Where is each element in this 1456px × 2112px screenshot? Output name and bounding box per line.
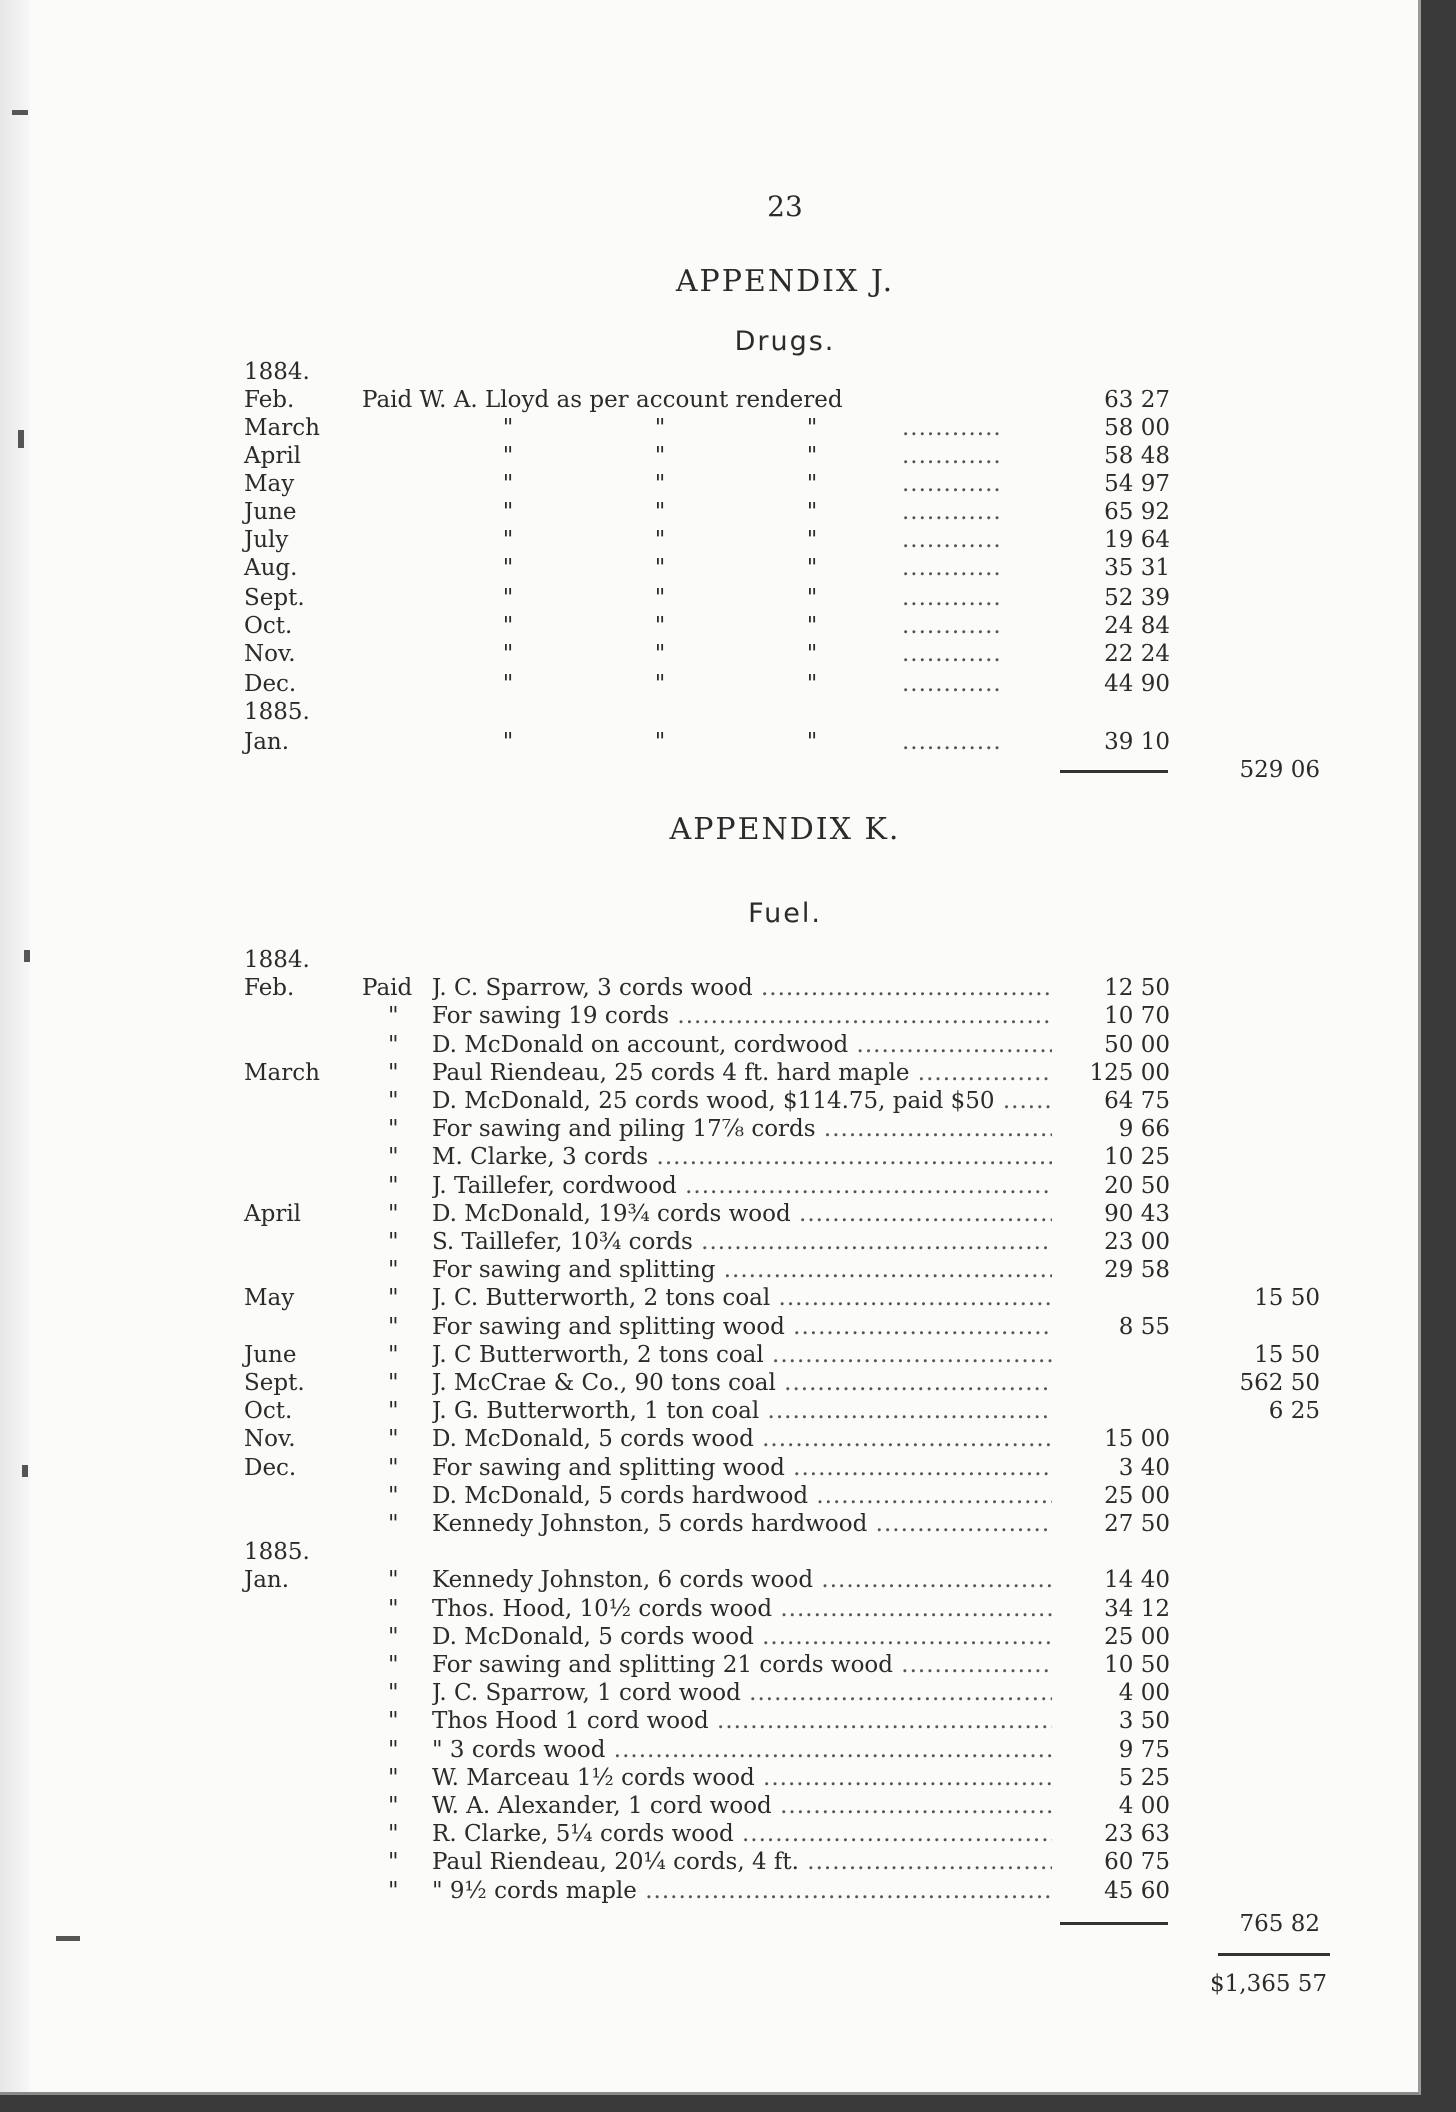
fuel-row — [0, 1482, 1418, 1510]
leader-dots: ............ — [902, 499, 1002, 525]
entry-amount: 44 90 — [1104, 671, 1170, 697]
leader-dots: ............ — [902, 471, 1002, 497]
entry-amount: 9 66 — [1118, 1116, 1170, 1143]
fuel-row — [0, 1764, 1418, 1792]
entry-description: J. C. Butterworth, 2 tons coal ..... — [432, 1284, 1052, 1312]
month-label: March — [244, 415, 320, 441]
year-label: 1884. — [244, 359, 310, 385]
fuel-row — [0, 1848, 1418, 1876]
month-label: April — [244, 1200, 302, 1227]
entry-description: M. Clarke, 3 cords ..... — [432, 1143, 1052, 1171]
paid-label: " — [388, 1116, 399, 1143]
entry-description: D. McDonald, 25 cords wood, $114.75, paid $50 ..... — [432, 1087, 1052, 1115]
entry-amount: 12 50 — [1104, 975, 1170, 1002]
ditto-mark: " — [502, 671, 514, 697]
fuel-row — [0, 1707, 1418, 1735]
paid-label: " — [388, 1341, 399, 1368]
fuel-row — [0, 1256, 1418, 1284]
month-label: May — [244, 471, 295, 497]
entry-amount: 64 75 — [1104, 1088, 1170, 1114]
paid-label: " — [388, 1088, 399, 1114]
ditto-mark: " — [806, 471, 818, 497]
entry-description: D. McDonald, 19¾ cords wood ..... — [432, 1200, 1052, 1228]
appendix-k-title: APPENDIX K. — [669, 812, 901, 847]
paid-label: " — [388, 1370, 399, 1396]
fuel-row — [0, 1595, 1418, 1623]
entry-description: S. Taillefer, 10¾ cords ..... — [432, 1228, 1052, 1256]
ditto-mark: " — [654, 527, 666, 553]
entry-amount: 39 10 — [1104, 729, 1170, 755]
entry-total: 15 50 — [1254, 1341, 1320, 1368]
paid-label: Paid — [362, 975, 413, 1002]
month-label: June — [244, 499, 297, 525]
fuel-row — [0, 974, 1418, 1002]
leader-dots: ............ — [902, 613, 1002, 639]
fuel-row — [0, 1792, 1418, 1820]
entry-total: 562 50 — [1239, 1370, 1320, 1396]
drugs-row — [0, 442, 1418, 470]
entry-amount: 10 25 — [1104, 1144, 1170, 1171]
ditto-mark: " — [806, 443, 818, 469]
paid-label: " — [388, 1172, 399, 1199]
paid-label: " — [388, 1426, 399, 1453]
paid-label: " — [388, 1229, 399, 1255]
entry-description: W. A. Alexander, 1 cord wood ..... — [432, 1792, 1052, 1820]
month-label: Feb. — [244, 975, 295, 1002]
entry-description: Paul Riendeau, 20¼ cords, 4 ft. ..... — [432, 1848, 1052, 1876]
fuel-row — [0, 1679, 1418, 1707]
ditto-mark: " — [654, 471, 666, 497]
drugs-row — [0, 728, 1418, 756]
entry-amount: 10 50 — [1104, 1652, 1170, 1678]
fuel-row — [0, 1820, 1418, 1848]
drugs-row — [0, 670, 1418, 698]
drugs-row — [0, 584, 1418, 612]
leader-dots: ............ — [902, 527, 1002, 553]
entry-amount: 19 64 — [1104, 527, 1170, 553]
fuel-row — [0, 1002, 1418, 1030]
entry-amount: 54 97 — [1104, 471, 1170, 497]
fuel-row — [0, 1425, 1418, 1453]
entry-amount: 34 12 — [1104, 1595, 1170, 1622]
paid-label: " — [388, 1200, 399, 1227]
entry-amount: 10 70 — [1104, 1003, 1170, 1030]
fuel-row — [0, 1566, 1418, 1594]
month-label: June — [244, 1341, 297, 1368]
entry-amount: 4 00 — [1118, 1680, 1170, 1707]
ditto-mark: " — [502, 527, 514, 553]
ditto-mark: " — [806, 499, 818, 525]
appendix-j-subtitle: Drugs. — [734, 326, 836, 357]
entry-description: J. G. Butterworth, 1 ton coal ..... — [432, 1397, 1052, 1425]
entry-amount: 58 00 — [1104, 415, 1170, 441]
entry-description: R. Clarke, 5¼ cords wood ..... — [432, 1820, 1052, 1848]
entry-amount: 52 39 — [1104, 585, 1170, 611]
month-label: Feb. — [244, 387, 295, 413]
drugs-row — [0, 554, 1418, 582]
month-label: 1884. — [244, 947, 310, 973]
paid-label: " — [388, 1652, 399, 1678]
entry-amount: 45 60 — [1104, 1877, 1170, 1904]
ditto-mark: " — [654, 415, 666, 441]
entry-description: D. McDonald on account, cordwood ..... — [432, 1031, 1052, 1059]
leader-dots: ............ — [902, 729, 1002, 755]
fuel-row — [0, 1200, 1418, 1228]
fuel-row — [0, 1397, 1418, 1425]
entry-description: J. C Butterworth, 2 tons coal ..... — [432, 1341, 1052, 1369]
entry-description: For sawing and splitting ..... — [432, 1256, 1052, 1284]
entry-amount: 4 00 — [1118, 1793, 1170, 1819]
paid-label: " — [388, 1708, 399, 1735]
ditto-mark: " — [654, 585, 666, 611]
fuel-row — [0, 946, 1418, 974]
paid-label: " — [388, 1793, 399, 1819]
entry-amount: 125 00 — [1089, 1059, 1170, 1086]
fuel-row — [0, 1143, 1418, 1171]
entry-amount: 27 50 — [1104, 1511, 1170, 1537]
paid-label: " — [388, 1623, 399, 1650]
entry-description: Kennedy Johnston, 6 cords wood ..... — [432, 1566, 1052, 1594]
entry-description: For sawing 19 cords ..... — [432, 1002, 1052, 1030]
fuel-row — [0, 1172, 1418, 1200]
entry-amount: 25 00 — [1104, 1482, 1170, 1509]
ditto-mark: " — [806, 555, 818, 581]
entry-description: J. C. Sparrow, 3 cords wood ..... — [432, 974, 1052, 1002]
entry-description: For sawing and piling 17⅞ cords ..... — [432, 1115, 1052, 1143]
entry-description: J. McCrae & Co., 90 tons coal ..... — [432, 1369, 1052, 1397]
paid-label: " — [388, 1595, 399, 1622]
ditto-mark: " — [502, 729, 514, 755]
entry-amount: 14 40 — [1104, 1567, 1170, 1594]
paid-label: " — [388, 1398, 399, 1425]
fuel-row — [0, 1651, 1418, 1679]
ditto-mark: " — [502, 585, 514, 611]
paid-label: " — [388, 1736, 399, 1763]
entry-description: J. Taillefer, cordwood ..... — [432, 1172, 1052, 1200]
entry-description: D. McDonald, 5 cords wood ..... — [432, 1623, 1052, 1651]
month-label: Sept. — [244, 585, 305, 611]
paid-label: " — [388, 1877, 399, 1904]
month-label: July — [244, 527, 289, 553]
paid-label: " — [388, 1454, 399, 1481]
paid-label: " — [388, 1257, 399, 1284]
fuel-total-row — [0, 1910, 1418, 1938]
drugs-row — [0, 698, 1418, 726]
paid-label: " — [388, 1059, 399, 1086]
month-label: Dec. — [244, 671, 297, 697]
entry-amount: 15 00 — [1104, 1426, 1170, 1453]
drugs-row — [0, 358, 1418, 386]
fuel-row — [0, 1087, 1418, 1115]
entry-total: 6 25 — [1268, 1398, 1320, 1425]
leader-dots: ............ — [902, 443, 1002, 469]
month-label: 1885. — [244, 1539, 310, 1566]
binding-mark — [12, 110, 28, 115]
ditto-mark: " — [654, 641, 666, 667]
appendix-k-subtitle: Fuel. — [748, 898, 822, 929]
month-label: Jan. — [244, 1567, 290, 1594]
paid-label: " — [388, 1511, 399, 1537]
month-label: Nov. — [244, 641, 296, 667]
page-number: 23 — [767, 190, 803, 223]
entry-amount: 23 63 — [1104, 1821, 1170, 1848]
entry-amount: 25 00 — [1104, 1623, 1170, 1650]
grand-total: $1,365 57 — [1210, 1971, 1328, 1997]
entry-description: Paid W. A. Lloyd as per account rendered — [362, 387, 843, 413]
entry-description: Thos Hood 1 cord wood ..... — [432, 1707, 1052, 1735]
entry-amount: 5 25 — [1118, 1764, 1170, 1791]
ditto-mark: " — [654, 613, 666, 639]
fuel-row — [0, 1454, 1418, 1482]
entry-description: For sawing and splitting 21 cords wood ..... — [432, 1651, 1052, 1679]
ditto-mark: " — [806, 527, 818, 553]
fuel-row — [0, 1623, 1418, 1651]
paid-label: " — [388, 1144, 399, 1171]
month-label: Nov. — [244, 1426, 296, 1453]
paid-label: " — [388, 1849, 399, 1876]
entry-description: D. McDonald, 5 cords wood ..... — [432, 1425, 1052, 1453]
entry-description: For sawing and splitting wood ..... — [432, 1313, 1052, 1341]
ditto-mark: " — [806, 671, 818, 697]
ditto-mark: " — [502, 499, 514, 525]
paid-label: " — [388, 1764, 399, 1791]
leader-dots: ............ — [902, 585, 1002, 611]
fuel-total: 765 82 — [1239, 1911, 1320, 1937]
entry-amount: 22 24 — [1104, 641, 1170, 667]
drugs-row — [0, 498, 1418, 526]
paid-label: " — [388, 1482, 399, 1509]
entry-amount: 58 48 — [1104, 443, 1170, 469]
grand-total-rule — [1218, 1953, 1330, 1956]
fuel-row — [0, 1538, 1418, 1566]
entry-description: J. C. Sparrow, 1 cord wood ..... — [432, 1679, 1052, 1707]
entry-amount: 24 84 — [1104, 613, 1170, 639]
paid-label: " — [388, 1313, 399, 1340]
fuel-row — [0, 1031, 1418, 1059]
drugs-total-row — [0, 756, 1418, 784]
fuel-row — [0, 1877, 1418, 1905]
fuel-row — [0, 1313, 1418, 1341]
ditto-mark: " — [806, 641, 818, 667]
drugs-row — [0, 526, 1418, 554]
entry-amount: 50 00 — [1104, 1031, 1170, 1058]
ditto-mark: " — [502, 613, 514, 639]
paid-label: " — [388, 1567, 399, 1594]
drugs-row — [0, 386, 1418, 414]
ditto-mark: " — [502, 443, 514, 469]
ditto-mark: " — [502, 641, 514, 667]
entry-amount: 60 75 — [1104, 1849, 1170, 1876]
entry-amount: 63 27 — [1104, 387, 1170, 413]
fuel-row — [0, 1369, 1418, 1397]
entry-amount: 3 40 — [1118, 1454, 1170, 1481]
entry-amount: 65 92 — [1104, 499, 1170, 525]
entry-amount: 20 50 — [1104, 1172, 1170, 1199]
drugs-row — [0, 640, 1418, 668]
month-label: May — [244, 1285, 295, 1312]
paid-label: " — [388, 1285, 399, 1312]
entry-description: For sawing and splitting wood ..... — [432, 1454, 1052, 1482]
entry-description: Paul Riendeau, 25 cords 4 ft. hard maple ..... — [432, 1059, 1052, 1087]
fuel-row — [0, 1510, 1418, 1538]
entry-amount: 29 58 — [1104, 1257, 1170, 1284]
fuel-row — [0, 1115, 1418, 1143]
month-label: Oct. — [244, 1398, 293, 1425]
ditto-mark: " — [654, 729, 666, 755]
paid-label: " — [388, 1821, 399, 1848]
ditto-mark: " — [806, 613, 818, 639]
entry-description: W. Marceau 1½ cords wood ..... — [432, 1764, 1052, 1792]
entry-description: D. McDonald, 5 cords hardwood ..... — [432, 1482, 1052, 1510]
month-label: Aug. — [244, 555, 298, 581]
entry-description: " 9½ cords maple ..... — [432, 1877, 1052, 1905]
leader-dots: ............ — [902, 415, 1002, 441]
entry-description: Thos. Hood, 10½ cords wood ..... — [432, 1595, 1052, 1623]
drugs-row — [0, 470, 1418, 498]
paid-label: " — [388, 1003, 399, 1030]
entry-amount: 35 31 — [1104, 555, 1170, 581]
month-label: Dec. — [244, 1454, 297, 1481]
fuel-row — [0, 1228, 1418, 1256]
entry-amount: 23 00 — [1104, 1229, 1170, 1255]
drugs-row — [0, 414, 1418, 442]
entry-amount: 3 50 — [1118, 1708, 1170, 1735]
leader-dots: ............ — [902, 555, 1002, 581]
ditto-mark: " — [502, 555, 514, 581]
grand-total-row — [0, 1970, 1418, 1998]
appendix-j-title: APPENDIX J. — [675, 264, 895, 299]
year-label: 1885. — [244, 699, 310, 725]
paid-label: " — [388, 1031, 399, 1058]
ditto-mark: " — [654, 443, 666, 469]
month-label: Jan. — [244, 729, 290, 755]
month-label: April — [244, 443, 302, 469]
month-label: Oct. — [244, 613, 293, 639]
ditto-mark: " — [806, 415, 818, 441]
entry-amount: 9 75 — [1118, 1736, 1170, 1763]
fuel-row — [0, 1341, 1418, 1369]
drugs-row — [0, 612, 1418, 640]
leader-dots: ............ — [902, 641, 1002, 667]
month-label: Sept. — [244, 1370, 305, 1396]
ditto-mark: " — [806, 585, 818, 611]
fuel-row — [0, 1736, 1418, 1764]
fuel-row — [0, 1059, 1418, 1087]
leader-dots: ............ — [902, 671, 1002, 697]
drugs-total: 529 06 — [1239, 757, 1320, 783]
ditto-mark: " — [654, 499, 666, 525]
ditto-mark: " — [502, 471, 514, 497]
entry-description: Kennedy Johnston, 5 cords hardwood ..... — [432, 1510, 1052, 1538]
entry-amount: 8 55 — [1118, 1313, 1170, 1340]
entry-total: 15 50 — [1254, 1285, 1320, 1312]
entry-amount: 90 43 — [1104, 1200, 1170, 1227]
entry-description: " 3 cords wood ..... — [432, 1736, 1052, 1764]
ditto-mark: " — [806, 729, 818, 755]
ditto-mark: " — [654, 671, 666, 697]
fuel-row — [0, 1284, 1418, 1312]
month-label: March — [244, 1059, 320, 1086]
paid-label: " — [388, 1680, 399, 1707]
ditto-mark: " — [654, 555, 666, 581]
ditto-mark: " — [502, 415, 514, 441]
